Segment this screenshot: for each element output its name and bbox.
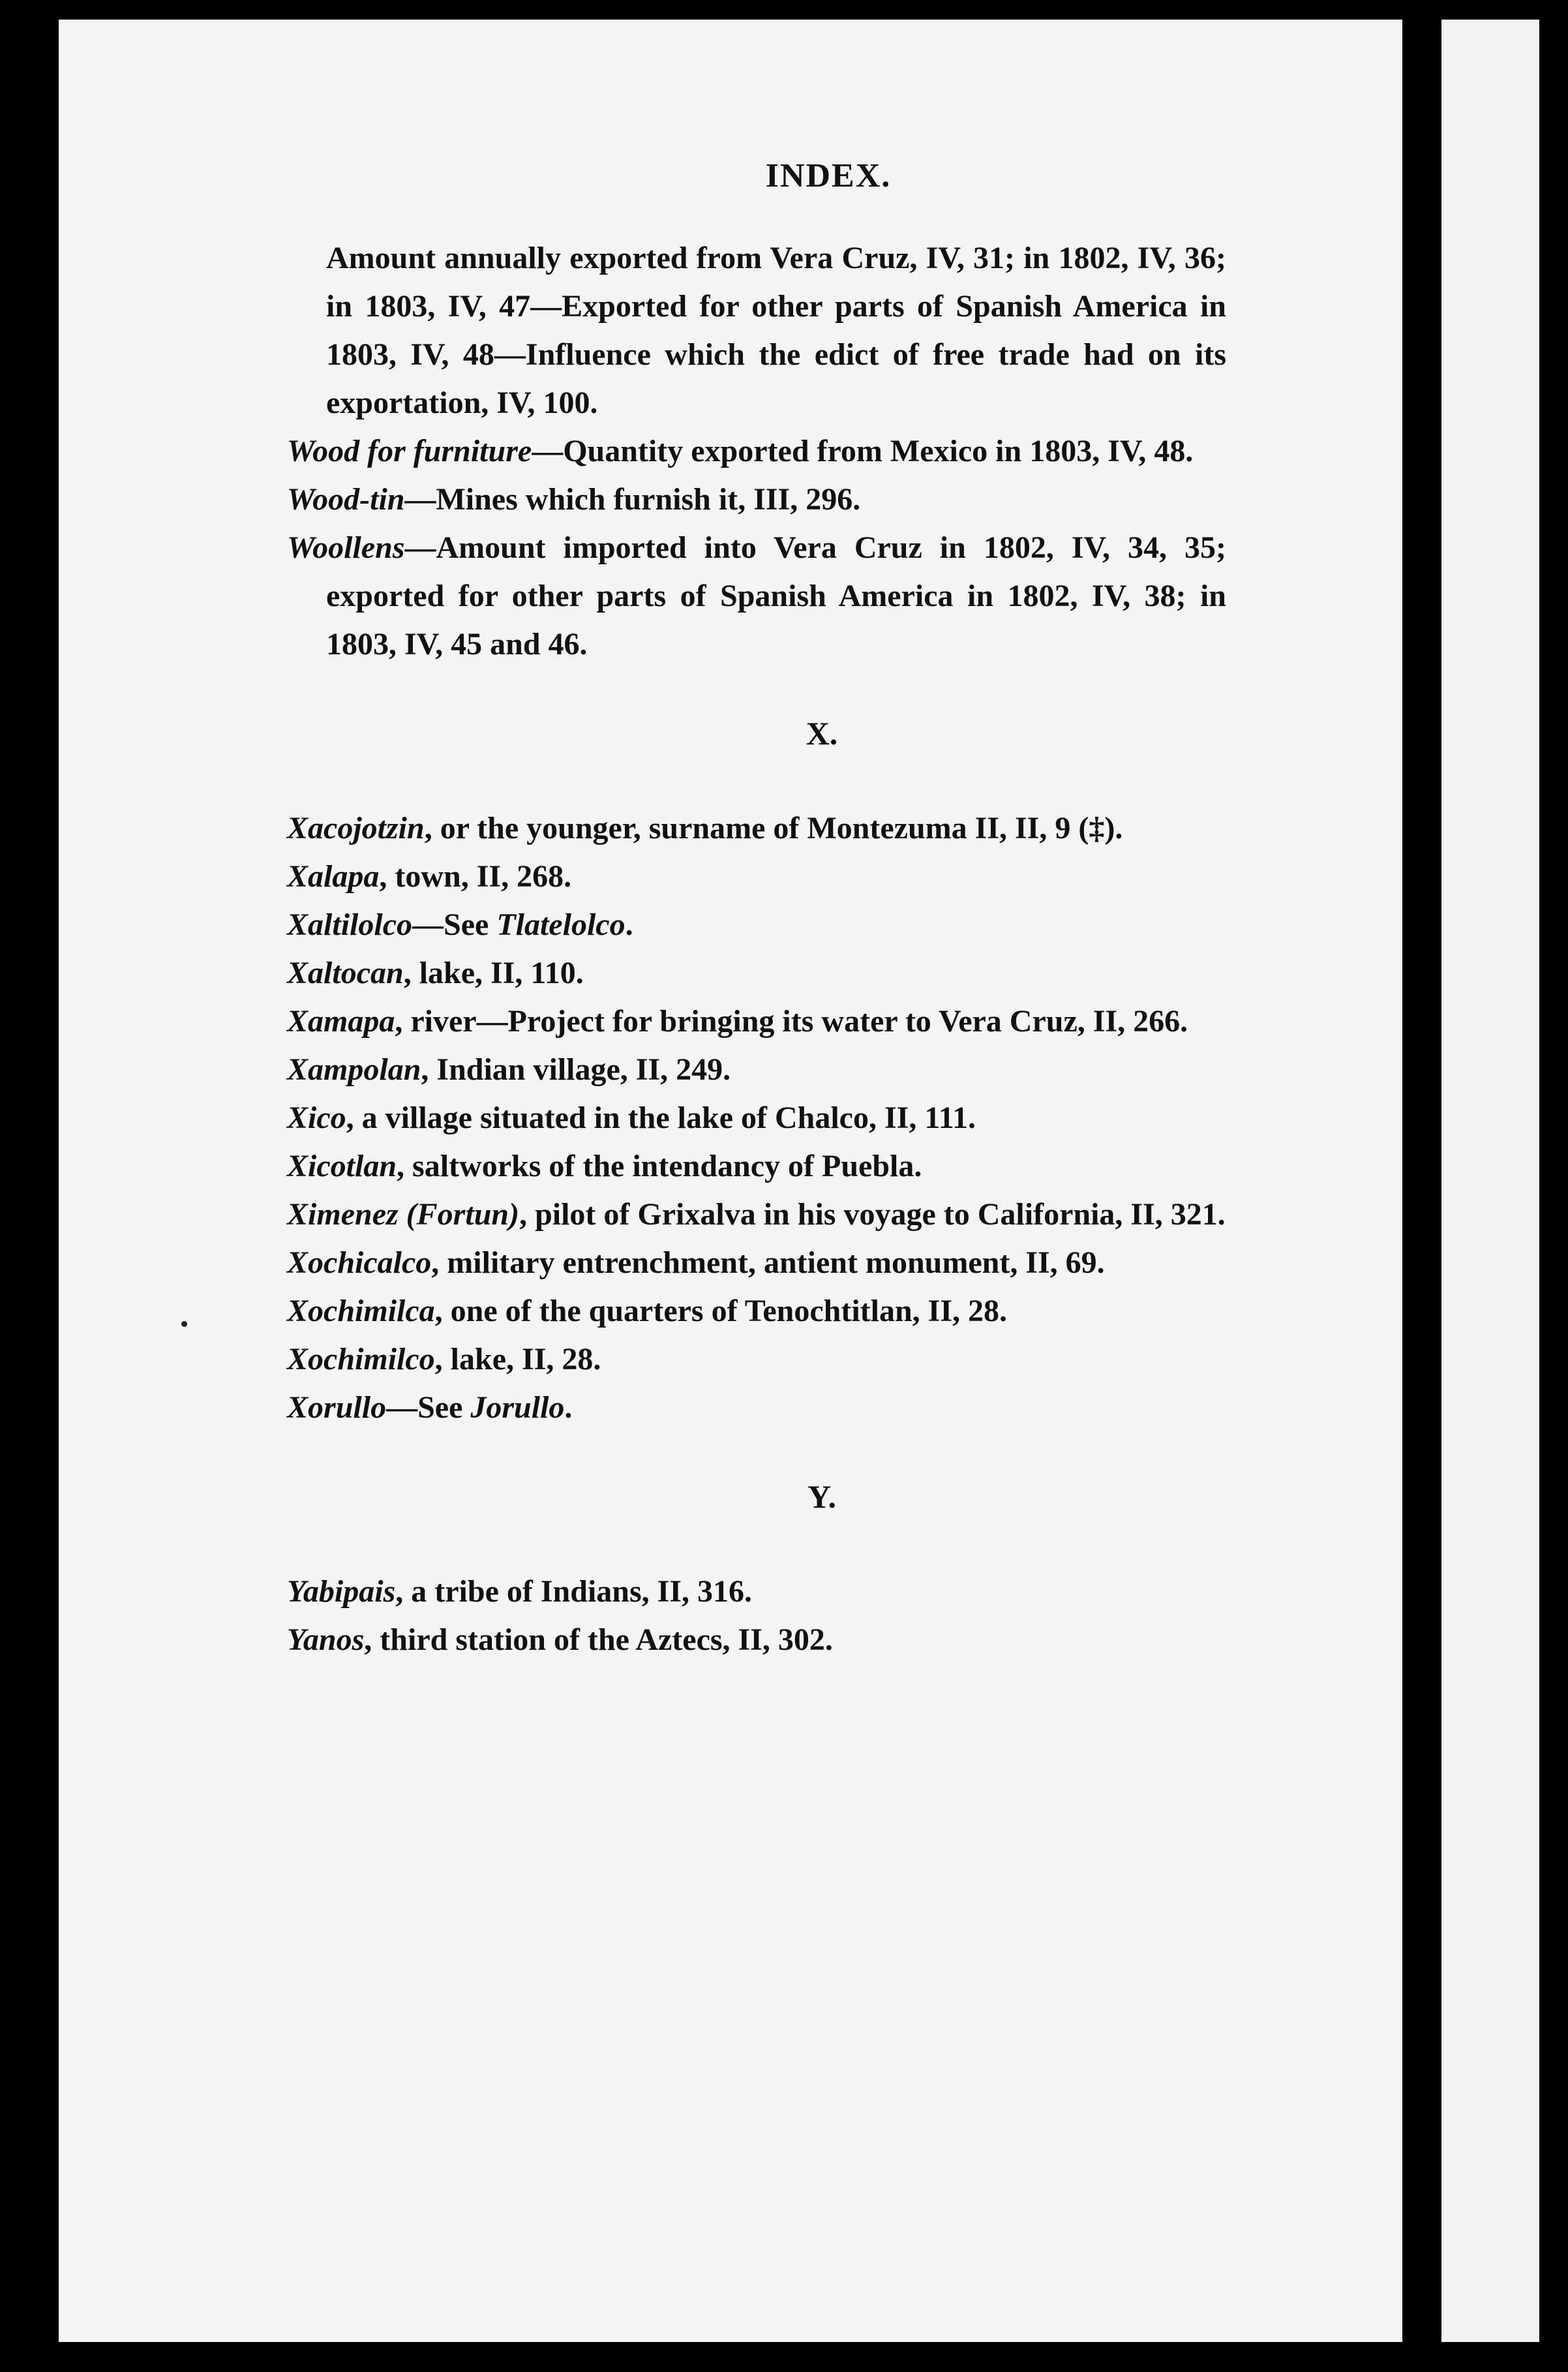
x-entries xyxy=(287,804,1226,1432)
entry-text: , town, II, 268. xyxy=(379,859,572,894)
index-entry-xacojotzin xyxy=(287,804,1226,853)
entry-term: Xico xyxy=(287,1101,346,1135)
index-entry-xalapa xyxy=(287,853,1226,901)
section-heading-x: X. xyxy=(806,715,838,752)
entry-text: —Quantity exported from Mexico in 1803, IV, 48. xyxy=(532,434,1194,468)
entry-tail: . xyxy=(564,1390,573,1425)
entry-tail: . xyxy=(625,907,633,942)
y-entries xyxy=(287,1568,1226,1664)
index-entry-xico xyxy=(287,1094,1226,1142)
entry-term: Xacojotzin xyxy=(287,811,425,845)
entry-term: Xorullo xyxy=(287,1390,387,1425)
entry-text: , military entrenchment, antient monument, II, 69. xyxy=(431,1245,1105,1280)
entry-cross-reference: Jorullo xyxy=(470,1390,565,1425)
index-entry-xicotlan xyxy=(287,1142,1226,1191)
entry-term: Wood-tin xyxy=(287,482,405,517)
entry-term: Xamapa xyxy=(287,1004,395,1039)
index-content xyxy=(287,157,1226,1664)
entry-term: Ximenez (Fortun) xyxy=(287,1197,520,1232)
w-entries xyxy=(287,427,1226,669)
entry-term: Wood for furniture xyxy=(287,434,532,468)
index-entry-xaltocan xyxy=(287,949,1226,997)
entry-term: Xampolan xyxy=(287,1052,421,1087)
section-heading-y: Y. xyxy=(807,1478,837,1515)
entry-term: Xicotlan xyxy=(287,1149,397,1183)
index-entry-xorullo xyxy=(287,1384,1226,1432)
ink-speck xyxy=(181,1321,187,1327)
index-entry-xaltilolco xyxy=(287,901,1226,949)
entry-text: , lake, II, 110. xyxy=(403,956,584,990)
index-entry-woollens xyxy=(287,524,1226,669)
entry-text: —Amount imported into Vera Cruz in 1802, IV, 34, 35; exported for other parts of Spanish America in 1802, IV, 38; in 1803, IV, 45 and 46. xyxy=(326,530,1226,661)
index-entry-xampolan xyxy=(287,1046,1226,1094)
entry-cross-reference: Tlatelolco xyxy=(496,907,626,942)
entry-text: , or the younger, surname of Montezuma II, II, 9 (‡). xyxy=(424,811,1123,845)
entry-term: Xochimilco xyxy=(287,1342,435,1376)
index-entry-xochimilca xyxy=(287,1287,1226,1335)
entry-text: , river—Project for bringing its water to Vera Cruz, II, 266. xyxy=(395,1004,1188,1039)
entry-text: —Mines which furnish it, III, 296. xyxy=(404,482,861,517)
entry-term: Xochimilca xyxy=(287,1294,435,1328)
entry-text: , Indian village, II, 249. xyxy=(421,1052,731,1087)
continued-entry: Amount annually exported from Vera Cruz, IV, 31; in 1802, IV, 36; in 1803, IV, 47—Exported for other parts of Spanish America in 1803, IV, 48—Influence which the edict of free trade had on its exportation, IV, 100. xyxy=(326,241,1226,420)
page-header: INDEX. xyxy=(765,157,892,194)
index-entry-yabipais xyxy=(287,1568,1226,1616)
entry-text: , one of the quarters of Tenochtitlan, II, 28. xyxy=(434,1294,1008,1328)
entry-term: Yanos xyxy=(287,1622,365,1657)
facing-page-edge xyxy=(1441,20,1539,2342)
entry-term: Xaltilolco xyxy=(287,907,412,942)
index-entry-ximenez xyxy=(287,1191,1226,1239)
index-entry-wood-tin xyxy=(287,476,1226,524)
entry-text: —See xyxy=(412,907,497,942)
entry-term: Woollens xyxy=(287,530,405,565)
index-entry-wood-for-furniture xyxy=(287,427,1226,476)
entry-text: , a village situated in the lake of Chalco, II, 111. xyxy=(346,1101,976,1135)
entry-term: Xaltocan xyxy=(287,956,404,990)
entry-text: —See xyxy=(386,1390,471,1425)
entry-term: Xochicalco xyxy=(287,1245,432,1280)
index-entry-xochimilco xyxy=(287,1335,1226,1384)
entry-term: Xalapa xyxy=(287,859,380,894)
entry-text: , a tribe of Indians, II, 316. xyxy=(395,1574,753,1609)
entry-text: , saltworks of the intendancy of Puebla. xyxy=(397,1149,922,1183)
entry-term: Yabipais xyxy=(287,1574,396,1609)
entry-text: , pilot of Grixalva in his voyage to California, II, 321. xyxy=(519,1197,1226,1232)
index-entry-xamapa xyxy=(287,997,1226,1046)
entry-text: , lake, II, 28. xyxy=(434,1342,601,1376)
index-entry-yanos xyxy=(287,1616,1226,1664)
index-entry-xochicalco xyxy=(287,1239,1226,1287)
entry-text: , third station of the Aztecs, II, 302. xyxy=(364,1622,833,1657)
